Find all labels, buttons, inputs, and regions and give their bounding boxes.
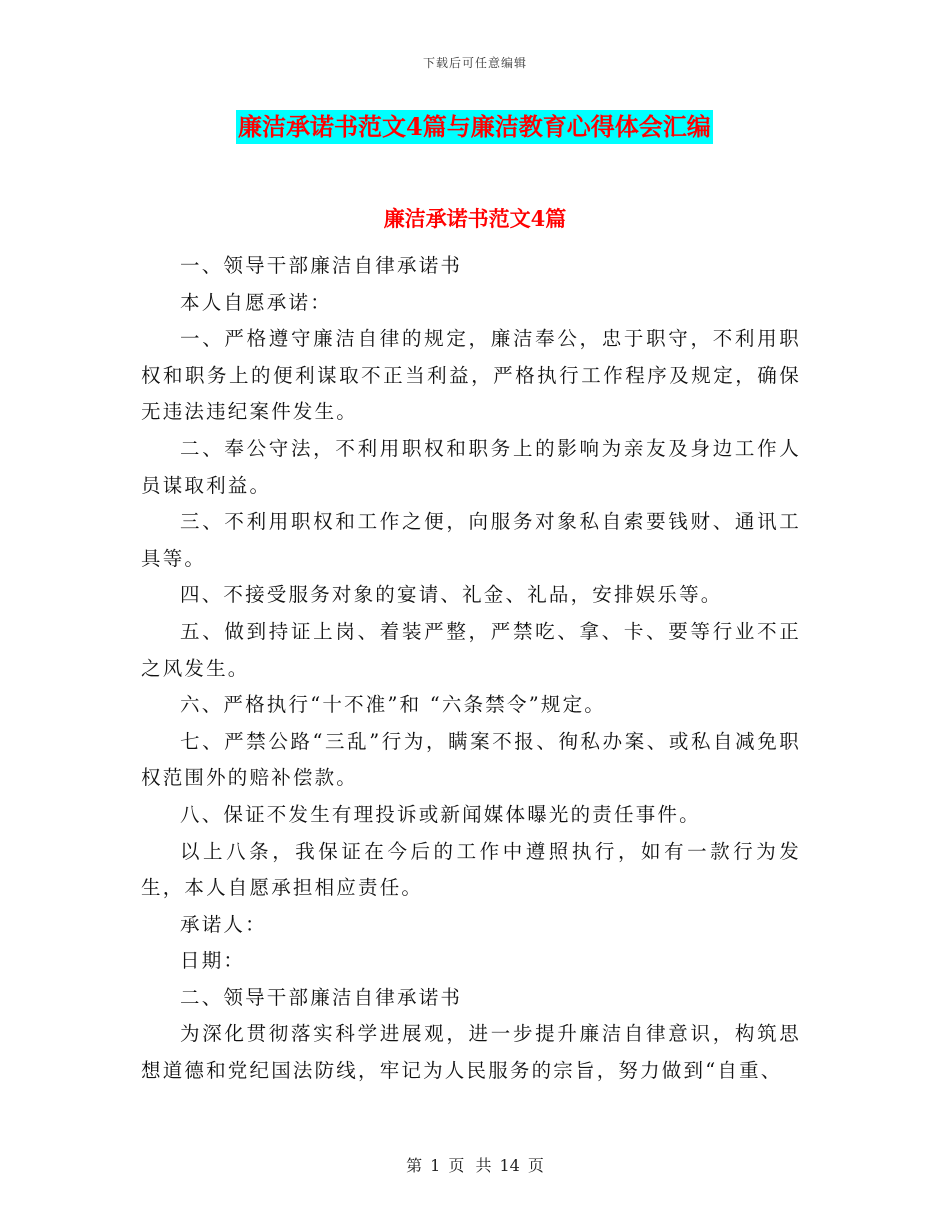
paragraph: 为深化贯彻落实科学进展观，进一步提升廉洁自律意识，构筑思想道德和党纪国法防线，牢记为人民服务的宗旨，努力做到“自重、 <box>141 1022 801 1083</box>
document-title: 廉洁承诺书范文4篇与廉洁教育心得体会汇编 <box>236 110 713 144</box>
page-label-prefix: 第 <box>406 1156 423 1175</box>
paragraph: 八、保证不发生有理投诉或新闻媒体曝光的责任事件。 <box>180 802 701 826</box>
paragraph: 六、严格执行“十不准”和 “六条禁令”规定。 <box>180 693 606 717</box>
paragraph: 本人自愿承诺： <box>180 290 332 314</box>
page-label-mid: 页 共 <box>448 1156 492 1175</box>
paragraph: 五、做到持证上岗、着装严整，严禁吃、拿、卡、要等行业不正之风发生。 <box>141 619 801 680</box>
paragraph: 二、奉公守法，不利用职权和职务上的影响为亲友及身边工作人员谋取利益。 <box>141 436 801 497</box>
paragraph: 日期： <box>180 949 246 973</box>
paragraph: 二、领导干部廉洁自律承诺书 <box>180 985 463 1009</box>
page-label-suffix: 页 <box>527 1156 544 1175</box>
paragraph: 承诺人： <box>180 912 267 936</box>
paragraph: 以上八条，我保证在今后的工作中遵照执行，如有一款行为发生，本人自愿承担相应责任。 <box>141 839 801 900</box>
paragraph: 四、不接受服务对象的宴请、礼金、礼品，安排娱乐等。 <box>180 583 723 607</box>
section-title: 廉洁承诺书范文4篇 <box>383 206 567 231</box>
paragraph: 七、严禁公路“三乱”行为，瞒案不报、徇私办案、或私自减免职权范围外的赔补偿款。 <box>141 729 801 790</box>
body-text <box>141 248 801 1090</box>
paragraph: 三、不利用职权和工作之便，向服务对象私自索要钱财、通讯工具等。 <box>141 510 801 570</box>
header-note: 下载后可任意编辑 <box>422 56 527 70</box>
total-pages: 14 <box>499 1156 520 1175</box>
page-number: 1 <box>430 1156 441 1175</box>
paragraph: 一、领导干部廉洁自律承诺书 <box>180 254 463 277</box>
paragraph: 一、严格遵守廉洁自律的规定，廉洁奉公，忠于职守，不利用职权和职务上的便利谋取不正当利益，严格执行工作程序及规定，确保无违法违纪案件发生。 <box>141 327 801 424</box>
page-footer <box>0 1153 950 1176</box>
